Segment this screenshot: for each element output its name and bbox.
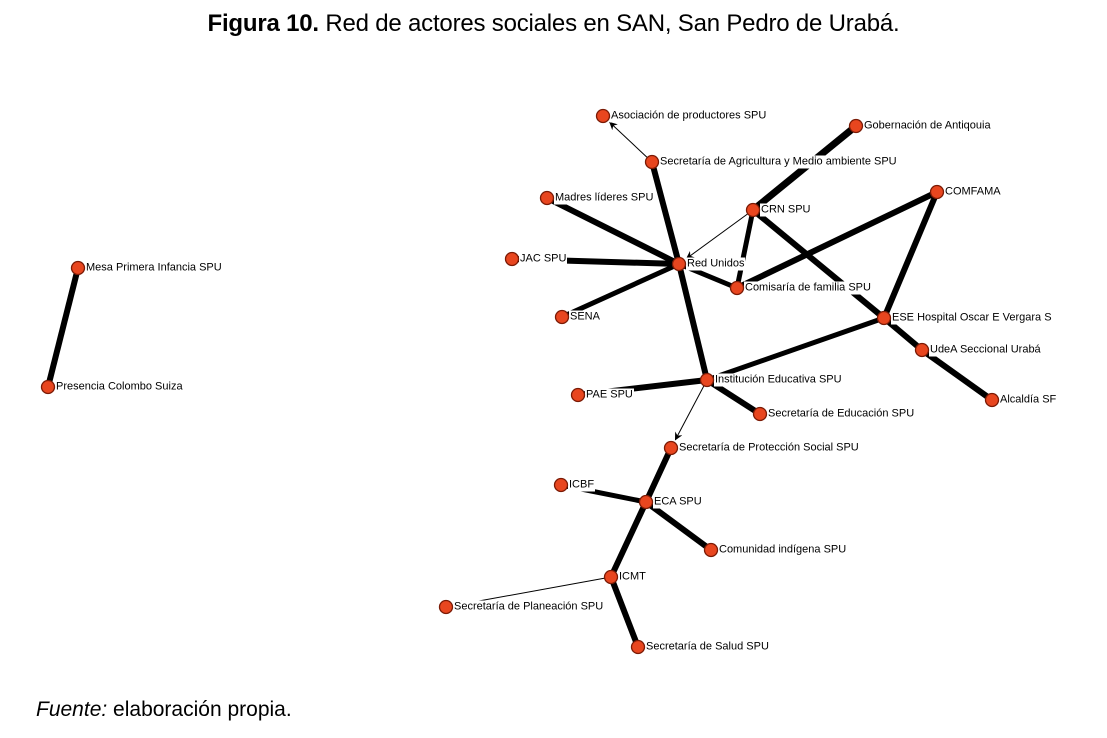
node-alcaldia <box>986 394 999 407</box>
node-label-jac: JAC SPU <box>520 252 567 265</box>
node-label-alcaldia: Alcaldía SF <box>1000 393 1057 406</box>
node-label-eca: ECA SPU <box>654 495 702 508</box>
node-label-presencia: Presencia Colombo Suiza <box>56 380 183 393</box>
node-label-institucion: Institución Educativa SPU <box>715 373 842 386</box>
figure-number: Figura 10. <box>207 10 319 37</box>
node-label-crn: CRN SPU <box>761 203 811 216</box>
node-label-redunidos: Red Unidos <box>687 257 745 270</box>
node-label-comisaria: Comisaría de familia SPU <box>745 281 871 294</box>
node-eca <box>640 496 653 509</box>
node-label-comunidad: Comunidad indígena SPU <box>719 543 847 556</box>
node-label-proteccion: Secretaría de Protección Social SPU <box>679 441 859 454</box>
node-pae <box>572 389 585 402</box>
node-udea <box>916 344 929 357</box>
node-asociacion <box>597 110 610 123</box>
node-salud <box>632 641 645 654</box>
node-agricultura <box>646 156 659 169</box>
node-ese <box>878 312 891 325</box>
node-comfama <box>931 186 944 199</box>
node-institucion <box>701 374 714 387</box>
node-icmt <box>605 571 618 584</box>
node-proteccion <box>665 442 678 455</box>
node-label-icmt: ICMT <box>619 570 646 583</box>
node-comisaria <box>731 282 744 295</box>
node-label-educacion: Secretaría de Educación SPU <box>768 407 915 420</box>
node-redunidos <box>673 258 686 271</box>
node-label-agricultura: Secretaría de Agricultura y Medio ambiente SPU <box>660 155 897 168</box>
node-label-gobernacion: Gobernación de Antiqouia <box>864 119 991 132</box>
node-label-udea: UdeA Seccional Urabá <box>930 343 1041 356</box>
node-gobernacion <box>850 120 863 133</box>
node-label-asociacion: Asociación de productores SPU <box>611 109 767 122</box>
node-jac <box>506 253 519 266</box>
figure-title: Red de actores sociales en SAN, San Pedro de Urabá. <box>318 10 900 37</box>
node-label-planeacion: Secretaría de Planeación SPU <box>454 600 604 613</box>
node-icbf <box>555 479 568 492</box>
node-mesa <box>72 262 85 275</box>
figure-source <box>36 698 292 722</box>
node-label-madres: Madres líderes SPU <box>555 191 654 204</box>
node-label-ese: ESE Hospital Oscar E Vergara S <box>892 311 1052 324</box>
node-planeacion <box>440 601 453 614</box>
node-label-pae: PAE SPU <box>586 388 633 401</box>
node-crn <box>747 204 760 217</box>
node-madres <box>541 192 554 205</box>
node-sena <box>556 311 569 324</box>
node-label-comfama: COMFAMA <box>945 185 1001 198</box>
node-label-icbf: ICBF <box>569 478 595 491</box>
source-text: elaboración propia. <box>107 698 292 721</box>
node-educacion <box>754 408 767 421</box>
source-label: Fuente: <box>36 698 108 721</box>
node-label-mesa: Mesa Primera Infancia SPU <box>86 261 222 274</box>
node-label-sena: SENA <box>570 310 600 323</box>
node-comunidad <box>705 544 718 557</box>
node-presencia <box>42 381 55 394</box>
node-label-salud: Secretaría de Salud SPU <box>646 640 769 653</box>
